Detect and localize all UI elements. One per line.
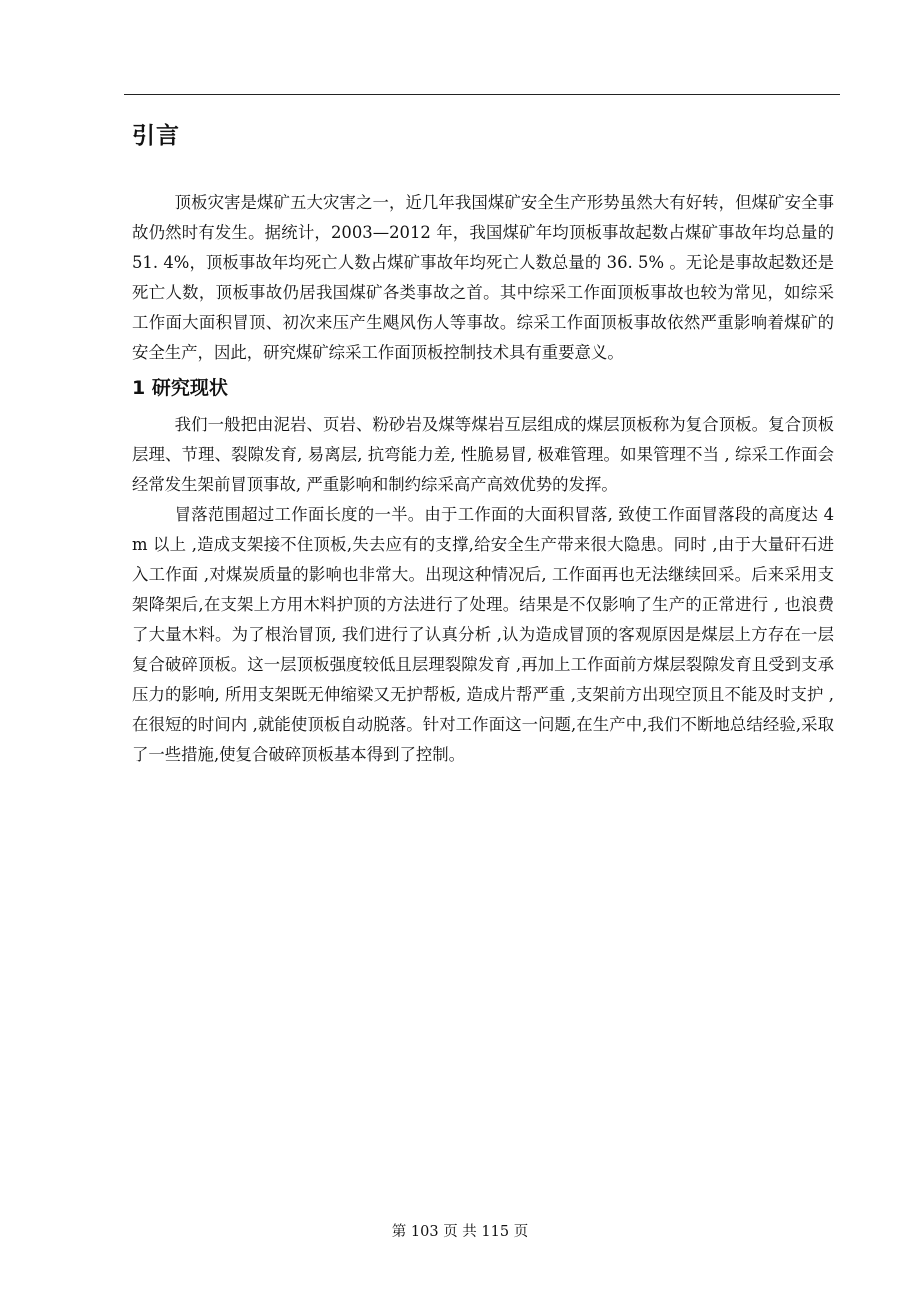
document-body — [132, 118, 834, 770]
body-paragraph: 我们一般把由泥岩、页岩、粉砂岩及煤等煤岩互层组成的煤层顶板称为复合顶板。复合顶板层理、节理、裂隙发育, 易离层, 抗弯能力差, 性脆易冒, 极难管理。如果管理不当 , 综采工作面会经常发生架前冒顶事故, 严重影响和制约综采高产高效优势的发挥。 — [132, 415, 834, 494]
body-paragraph: 冒落范围超过工作面长度的一半。由于工作面的大面积冒落, 致使工作面冒落段的高度达 4 m 以上 ,造成支架接不住顶板,失去应有的支撑,给安全生产带来很大隐患。同时 ,由于大量矸石进入工作面 ,对煤炭质量的影响也非常大。出现这种情况后, 工作面再也无法继续回采。后来采用支架降架后,在支架上方用木料护顶的方法进行了处理。结果是不仅影响了生产的正常进行 , 也浪费了大量木料。为了根治冒顶, 我们进行了认真分析 ,认为造成冒顶的客观原因是煤层上方存在一层复合破碎顶板。这一层顶板强度较低且层理裂隙发育 ,再加上工作面前方煤层裂隙发育且受到支承压力的影响, 所用支架既无伸缩梁又无护帮板, 造成片帮严重 ,支架前方出现空顶且不能及时支护 ,在很短的时间内 ,就能使顶板自动脱落。针对工作面这一问题,在生产中,我们不断地总结经验,采取了一些措施,使复合破碎顶板基本得到了控制。 — [132, 505, 834, 764]
page-title: 引言 — [132, 123, 180, 149]
intro-paragraph: 顶板灾害是煤矿五大灾害之一，近几年我国煤矿安全生产形势虽然大有好转，但煤矿安全事故仍然时有发生。据统计，2003—2012 年，我国煤矿年均顶板事故起数占煤矿事故年均总量的 51. 4%，顶板事故年均死亡人数占煤矿事故年均死亡人数总量的 36. 5% 。无论是事故起数还是死亡人数，顶板事故仍居我国煤矿各类事故之首。其中综采工作面顶板事故也较为常见，如综采工作面大面积冒顶、初次来压产生飓风伤人等事故。综采工作面顶板事故依然严重影响着煤矿的安全生产，因此，研究煤矿综采工作面顶板控制技术具有重要意义。 — [132, 193, 834, 362]
page-footer: 第 103 页 共 115 页 — [391, 1224, 529, 1240]
header-rule — [124, 94, 840, 95]
section-heading: 1 研究现状 — [132, 377, 228, 399]
